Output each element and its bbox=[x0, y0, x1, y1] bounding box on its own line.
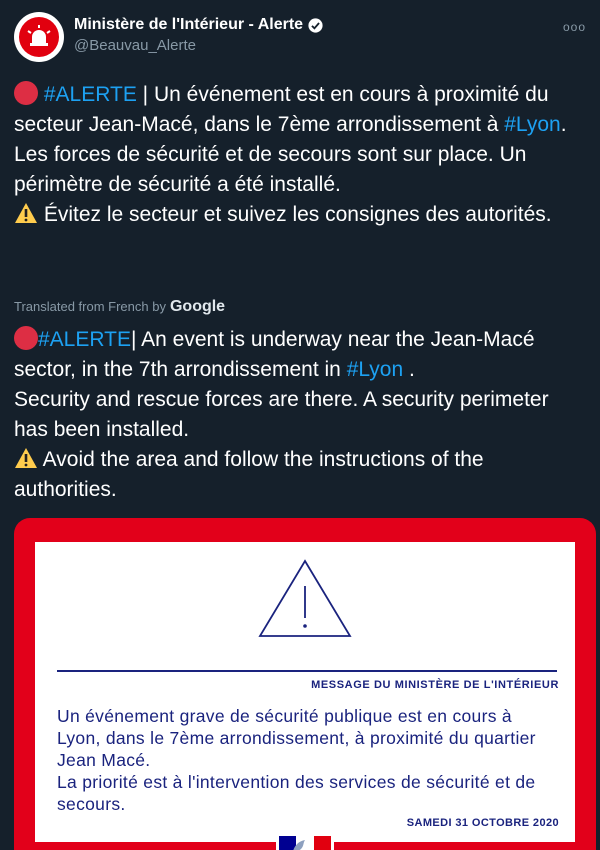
account-handle[interactable]: @Beauvau_Alerte bbox=[74, 37, 196, 54]
tweet-header bbox=[14, 12, 586, 66]
more-options-icon[interactable]: ooo bbox=[562, 20, 586, 34]
alert-message-panel bbox=[35, 542, 575, 842]
tweet-fragment: | An event is underway near the Jean-Macé sector, in the 7th arrondissement in bbox=[14, 328, 535, 381]
message-date: SAMEDI 31 OCTOBRE 2020 bbox=[406, 817, 559, 829]
tweet-paragraph: Security and rescue forces are there. A security perimeter has been installed. bbox=[14, 388, 549, 441]
divider bbox=[57, 670, 557, 672]
warning-icon bbox=[14, 202, 38, 224]
hashtag-link[interactable]: #Lyon bbox=[346, 358, 404, 381]
hashtag-link[interactable]: #Lyon bbox=[504, 113, 561, 136]
red-circle-icon bbox=[14, 81, 38, 105]
tweet-paragraph bbox=[14, 445, 586, 505]
tweet-paragraph bbox=[14, 200, 586, 230]
tweet-fragment: . bbox=[403, 358, 415, 381]
verified-badge-icon bbox=[307, 17, 324, 34]
ministry-label: MESSAGE DU MINISTÈRE DE L'INTÉRIEUR bbox=[311, 679, 559, 691]
alert-message-line: La priorité est à l'intervention des services de sécurité et de secours. bbox=[57, 772, 536, 814]
tweet-fragment: Évitez le secteur et suivez les consignes des autorités. bbox=[38, 203, 552, 226]
hashtag-link[interactable]: #ALERTE bbox=[43, 83, 137, 106]
display-name-text[interactable]: Ministère de l'Intérieur - Alerte bbox=[74, 16, 304, 33]
tweet-paragraph: Les forces de sécurité et de secours sont sur place. Un périmètre de sécurité a été installé. bbox=[14, 143, 527, 196]
google-logo: Google bbox=[169, 298, 226, 315]
tweet-paragraph bbox=[14, 80, 586, 140]
tweet-text-fr bbox=[14, 80, 586, 230]
tweet-fragment: Avoid the area and follow the instructions of the authorities. bbox=[14, 448, 484, 501]
alert-message bbox=[57, 705, 557, 815]
alarm-bell-icon bbox=[19, 17, 59, 57]
marianne-logo-icon bbox=[276, 833, 334, 850]
translation-label[interactable]: Translated from French by bbox=[14, 299, 166, 314]
red-circle-icon bbox=[14, 326, 38, 350]
display-name[interactable] bbox=[74, 16, 324, 34]
tweet-text-en bbox=[14, 325, 586, 505]
account-names bbox=[74, 16, 324, 54]
warning-icon bbox=[14, 447, 38, 469]
tweet-fragment: | Un événement est en cours à proximité du secteur Jean-Macé, dans le 7ème arrondissement à bbox=[14, 83, 549, 136]
translation-note bbox=[14, 298, 225, 316]
warning-triangle-icon bbox=[257, 558, 353, 640]
alert-message-line: Un événement grave de sécurité publique est en cours à Lyon, dans le 7ème arrondissement, à proximité du quartier Jean Macé. bbox=[57, 706, 536, 770]
tweet-fragment: . bbox=[560, 113, 567, 136]
hashtag-link[interactable]: #ALERTE bbox=[38, 328, 131, 351]
alert-image-card[interactable] bbox=[14, 518, 596, 850]
tweet-paragraph bbox=[14, 325, 586, 385]
avatar[interactable] bbox=[14, 12, 64, 62]
